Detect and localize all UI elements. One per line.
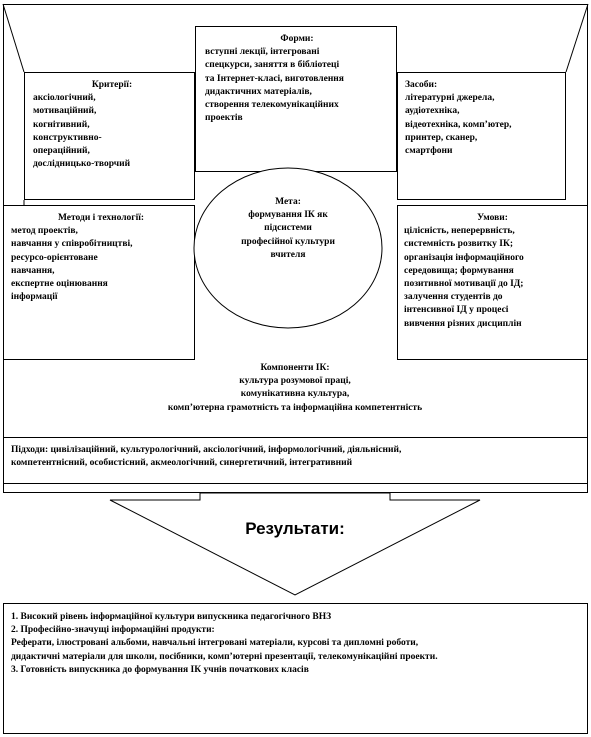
components-line: комп’ютерна грамотність та інформаційна компетентність — [167, 402, 423, 413]
forms-line: спецкурси, заняття в бібліотеці — [205, 60, 340, 71]
criteria-title: Критерії: — [91, 80, 133, 90]
approaches-line: компетентнісний, особистісний, акмеологічний, синергетичний, інтегративний — [11, 458, 353, 469]
components-title: Компоненти ІК: — [260, 363, 330, 373]
results-title: Результати: — [245, 519, 345, 538]
goal-line: професійної культури — [241, 236, 335, 247]
results-line: 3. Готовність випускника до формування ІК учнів початкових класів — [11, 664, 309, 675]
conditions-line: залучення студентів до — [404, 292, 503, 303]
results-line: дидактичні матеріали для школи, посібники, комп’ютерні презентації, телекомунікаційні проекти. — [11, 651, 438, 662]
methods-line: інформації — [11, 292, 58, 303]
forms-line: дидактичних матеріалів, — [205, 86, 312, 97]
means-line: літературні джерела, — [405, 93, 495, 104]
components-line: культура розумової праці, — [239, 376, 351, 387]
approaches-line: Підходи: цивілізаційний, культурологічний, аксіологічний, інформологічний, діяльнісний, — [11, 445, 402, 455]
results-lines — [11, 611, 585, 677]
forms-line: створення телекомунікаційних — [205, 100, 339, 111]
results-line: Реферати, ілюстровані альбоми, навчальні інтегровані матеріали, курсові та дипломні роботи, — [11, 638, 419, 649]
conditions-line: середовища; формування — [404, 265, 514, 276]
criteria-line: мотиваційний, — [33, 106, 97, 117]
means-title: Засоби: — [405, 80, 438, 90]
goal-line: формування ІК як — [248, 210, 328, 221]
criteria-line: аксіологічний, — [33, 93, 96, 104]
goal-line: підсистеми — [264, 223, 312, 234]
methods-line: ресурсо-орієнтоване — [11, 252, 98, 263]
forms-line: та Інтернет-класі, виготовлення — [205, 73, 344, 84]
conditions-title: Умови: — [477, 213, 508, 223]
conditions-line: вивчення різних дисциплін — [404, 318, 522, 329]
conditions-line: цілісність, неперервність, — [404, 226, 515, 237]
forms-line: вступні лекції, інтегровані — [205, 47, 320, 58]
means-line: смартфони — [405, 146, 453, 157]
conditions-line: організація інформаційного — [404, 252, 524, 263]
goal-line: вчителя — [270, 249, 306, 260]
conditions-line: позитивної мотивації до ІД; — [404, 279, 524, 290]
conditions-line: інтенсивної ІД у процесі — [404, 305, 509, 316]
goal-title: Мета: — [275, 197, 301, 207]
methods-line: навчання, — [11, 265, 55, 276]
conditions-line: системність розвитку ІК; — [404, 239, 513, 250]
methods-line: експертне оцінювання — [11, 279, 108, 290]
results-line: 2. Професійно-значущі інформаційні продукти: — [11, 625, 215, 636]
criteria-line: конструктивно- — [33, 132, 102, 143]
criteria-line: когнітивний, — [33, 119, 90, 130]
components-line: комунікативна культура, — [240, 389, 350, 400]
methods-title: Методи і технології: — [57, 213, 145, 223]
arrow-shape — [110, 493, 480, 595]
methods-line: метод проектів, — [11, 226, 78, 237]
results-text — [11, 611, 585, 677]
means-line: принтер, сканер, — [405, 132, 478, 143]
criteria-line: дослідницько-творчий — [33, 159, 131, 170]
means-line: відеотехніка, комп’ютер, — [405, 119, 512, 130]
forms-line: проектів — [205, 113, 243, 124]
means-line: аудіотехніка, — [405, 106, 460, 117]
criteria-line: операційний, — [33, 146, 90, 157]
results-line: 1. Високий рівень інформаційної культури випускника педагогічного ВНЗ — [11, 612, 332, 622]
methods-line: навчання у співробітництві, — [11, 239, 133, 250]
forms-title: Форми: — [280, 34, 314, 44]
